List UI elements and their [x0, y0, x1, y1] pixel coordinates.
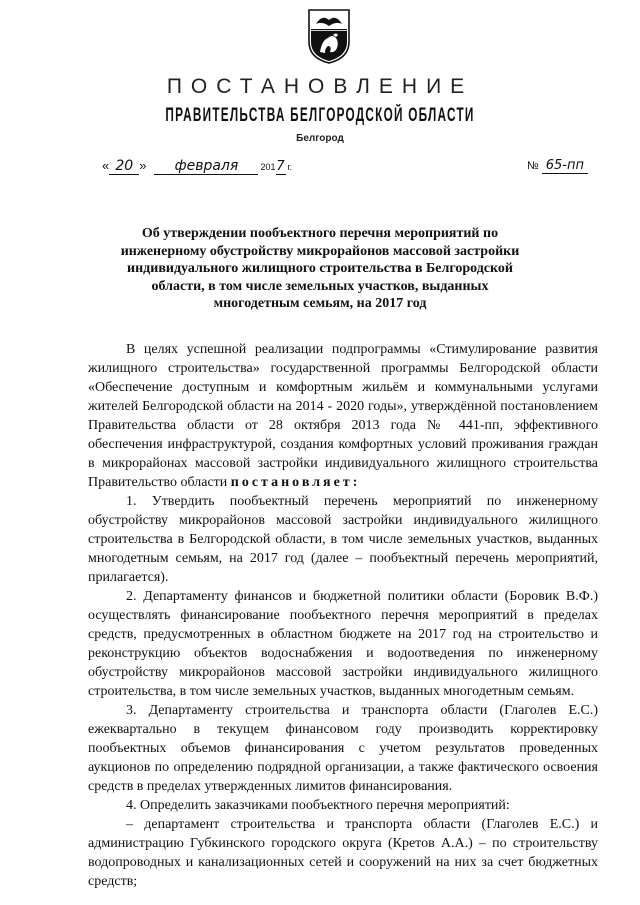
resolution-keyword: постановляет:: [230, 475, 361, 490]
document-type-heading: ПОСТАНОВЛЕНИЕ: [166, 75, 474, 98]
date-close-quote: »: [139, 158, 147, 173]
number-sign: №: [527, 160, 539, 172]
date-day: 20: [109, 158, 139, 175]
document-date: [102, 158, 292, 175]
document-title: Об утверждении пообъектного перечня мероприятий по инженерному обустройству микрорайонов массовой застройки индивидуального жилищного строительства в Белгородской области, в том числе земельных участков, выданных многодетным семьям, на 2017 год: [120, 226, 520, 311]
city-name: Белгород: [296, 133, 344, 144]
issuing-authority: ПРАВИТЕЛЬСТВА БЕЛГОРОДСКОЙ ОБЛАСТИ: [165, 105, 475, 126]
paragraph-preamble: [88, 340, 598, 492]
paragraph-1: 1. Утвердить пообъектный перечень мероприятий по инженерному обустройству микрорайонов массовой застройки индивидуального жилищного строительства в Белгородской области, в том числе земельных участков, выданных многодетным семьям, на 2017 год (далее – пообъектный перечень мероприятий, прилагается).: [88, 494, 598, 585]
shield-icon: [306, 8, 352, 64]
coat-of-arms-emblem: [306, 8, 352, 64]
date-open-quote: «: [102, 158, 110, 173]
document-number: [527, 158, 588, 174]
date-year-prefix: 201: [260, 162, 276, 172]
number-value: 65-пп: [542, 158, 588, 174]
paragraph-2: 2. Департаменту финансов и бюджетной политики области (Боровик В.Ф.) осуществлять финансирование пообъектного перечня мероприятий в пределах средств, предусмотренных в областном бюджете на 2017 год на строительство и реконструкцию объектов водоснабжения и водоотведения по инженерному обустройству микрорайонов массовой застройки индивидуального жилищного строительства, в том числе земельных участков, выданных многодетным семьям.: [88, 589, 598, 699]
paragraph-3: 3. Департаменту строительства и транспорта области (Глаголев Е.С.) ежеквартально в текущем финансовом году производить корректировку пообъектных объемов финансирования с учетом результатов проведенных аукционов по определению подрядной организации, а также фактического освоения средств в пределах утвержденных лимитов финансирования.: [88, 703, 598, 794]
paragraph-4: 4. Определить заказчиками пообъектного перечня мероприятий:: [126, 798, 510, 813]
date-year-suffix: г.: [287, 162, 293, 172]
paragraph-5: – департамент строительства и транспорта области (Глаголев Е.С.) и администрацию Губкинского городского округа (Кретов А.А.) – по строительству водопроводных и канализационных сетей и сооружений на них за счет бюджетных средств;: [88, 817, 598, 889]
document-body: [88, 340, 598, 891]
preamble-text: В целях успешной реализации подпрограммы «Стимулирование развития жилищного строительства» государственной программы Белгородской области «Обеспечение доступным и комфортным жильём и коммунальными услугами жителей Белгородской области на 2014 - 2020 годы», утверждённой постановлением Правительства области от 28 октября 2013 года № 441-пп, эффективного обеспечения инфраструктурой, создания комфортных условий проживания граждан в микрорайонах массовой застройки индивидуального жилищного строительства Правительство области: [88, 342, 598, 490]
date-year-digit: 7: [276, 159, 285, 174]
date-month: февраля: [154, 158, 258, 175]
